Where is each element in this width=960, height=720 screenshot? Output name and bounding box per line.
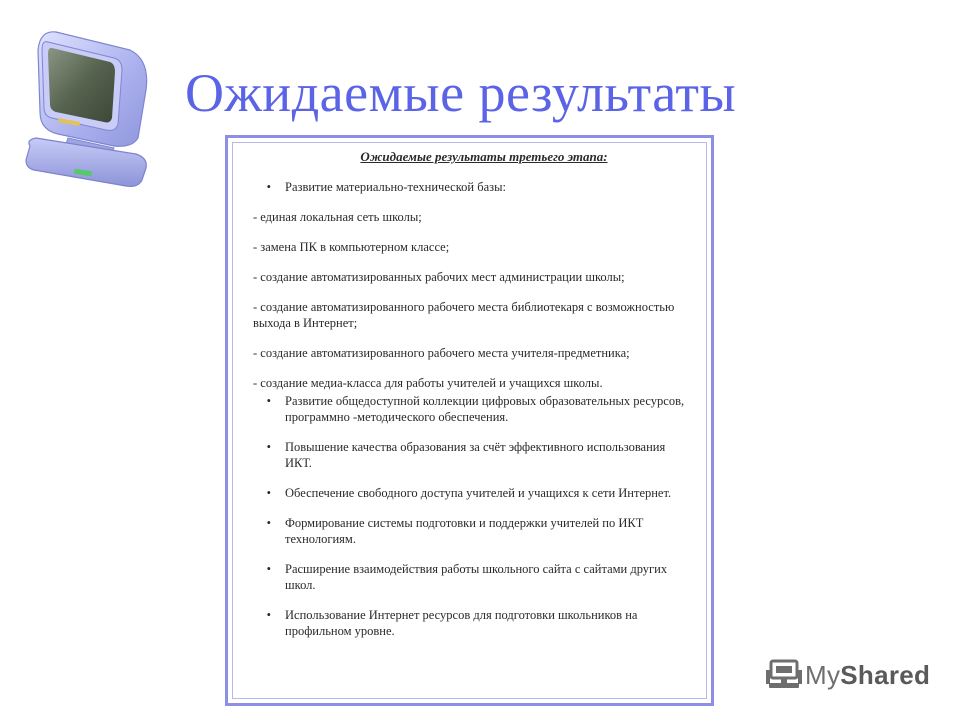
myshared-logo xyxy=(765,655,935,695)
list-item xyxy=(247,439,707,471)
logo-text-my: My xyxy=(805,659,841,690)
list-item-text: Формирование системы подготовки и поддержки учителей по ИКТ технологиям. xyxy=(285,516,644,546)
slide-title: Ожидаемые результаты xyxy=(185,63,737,123)
bullet-icon: • xyxy=(266,394,271,408)
list-item-text: Развитие общедоступной коллекции цифровых образовательных ресурсов, программно -методического обеспечения. xyxy=(285,394,685,424)
list-item xyxy=(247,607,707,639)
document-content xyxy=(247,149,707,653)
bullet-icon: • xyxy=(266,608,271,622)
list-item xyxy=(247,393,707,425)
bullet-icon: • xyxy=(266,562,271,576)
list-item-text: Развитие материально-технической базы: xyxy=(285,180,506,194)
bullet-icon: • xyxy=(266,516,271,530)
list-item xyxy=(247,561,707,593)
list-item: - создание автоматизированных рабочих мест администрации школы; xyxy=(253,270,625,284)
logo-text xyxy=(805,660,930,691)
list-item: - создание автоматизированного рабочего места библиотекаря с возможностью выхода в Интернет; xyxy=(253,300,675,330)
list-item xyxy=(247,485,707,501)
document-frame xyxy=(225,135,714,706)
list-item: - создание автоматизированного рабочего места учителя-предметника; xyxy=(253,346,630,360)
list-item-text: Расширение взаимодействия работы школьного сайта с сайтами других школ. xyxy=(285,562,668,592)
list-item xyxy=(247,515,707,547)
bullet-icon: • xyxy=(266,180,271,194)
list-item: - единая локальная сеть школы; xyxy=(253,210,422,224)
mysharedlogo-icon xyxy=(765,658,803,692)
bullet-icon: • xyxy=(266,486,271,500)
bullet-icon: • xyxy=(266,440,271,454)
document-heading: Ожидаемые результаты третьего этапа: xyxy=(360,149,608,164)
list-item: - замена ПК в компьютерном классе; xyxy=(253,240,450,254)
list-item-text: Использование Интернет ресурсов для подготовки школьников на профильном уровне. xyxy=(285,608,638,638)
list-item xyxy=(247,179,707,195)
list-item-text: Обеспечение свободного доступа учителей и учащихся к сети Интернет. xyxy=(285,486,672,500)
logo-text-shared: Shared xyxy=(840,659,931,690)
list-item-text: Повышение качества образования за счёт эффективного использования ИКТ. xyxy=(285,440,666,470)
list-item: - создание медиа-класса для работы учителей и учащихся школы. xyxy=(253,376,603,390)
computer-monitor-icon xyxy=(18,20,153,190)
